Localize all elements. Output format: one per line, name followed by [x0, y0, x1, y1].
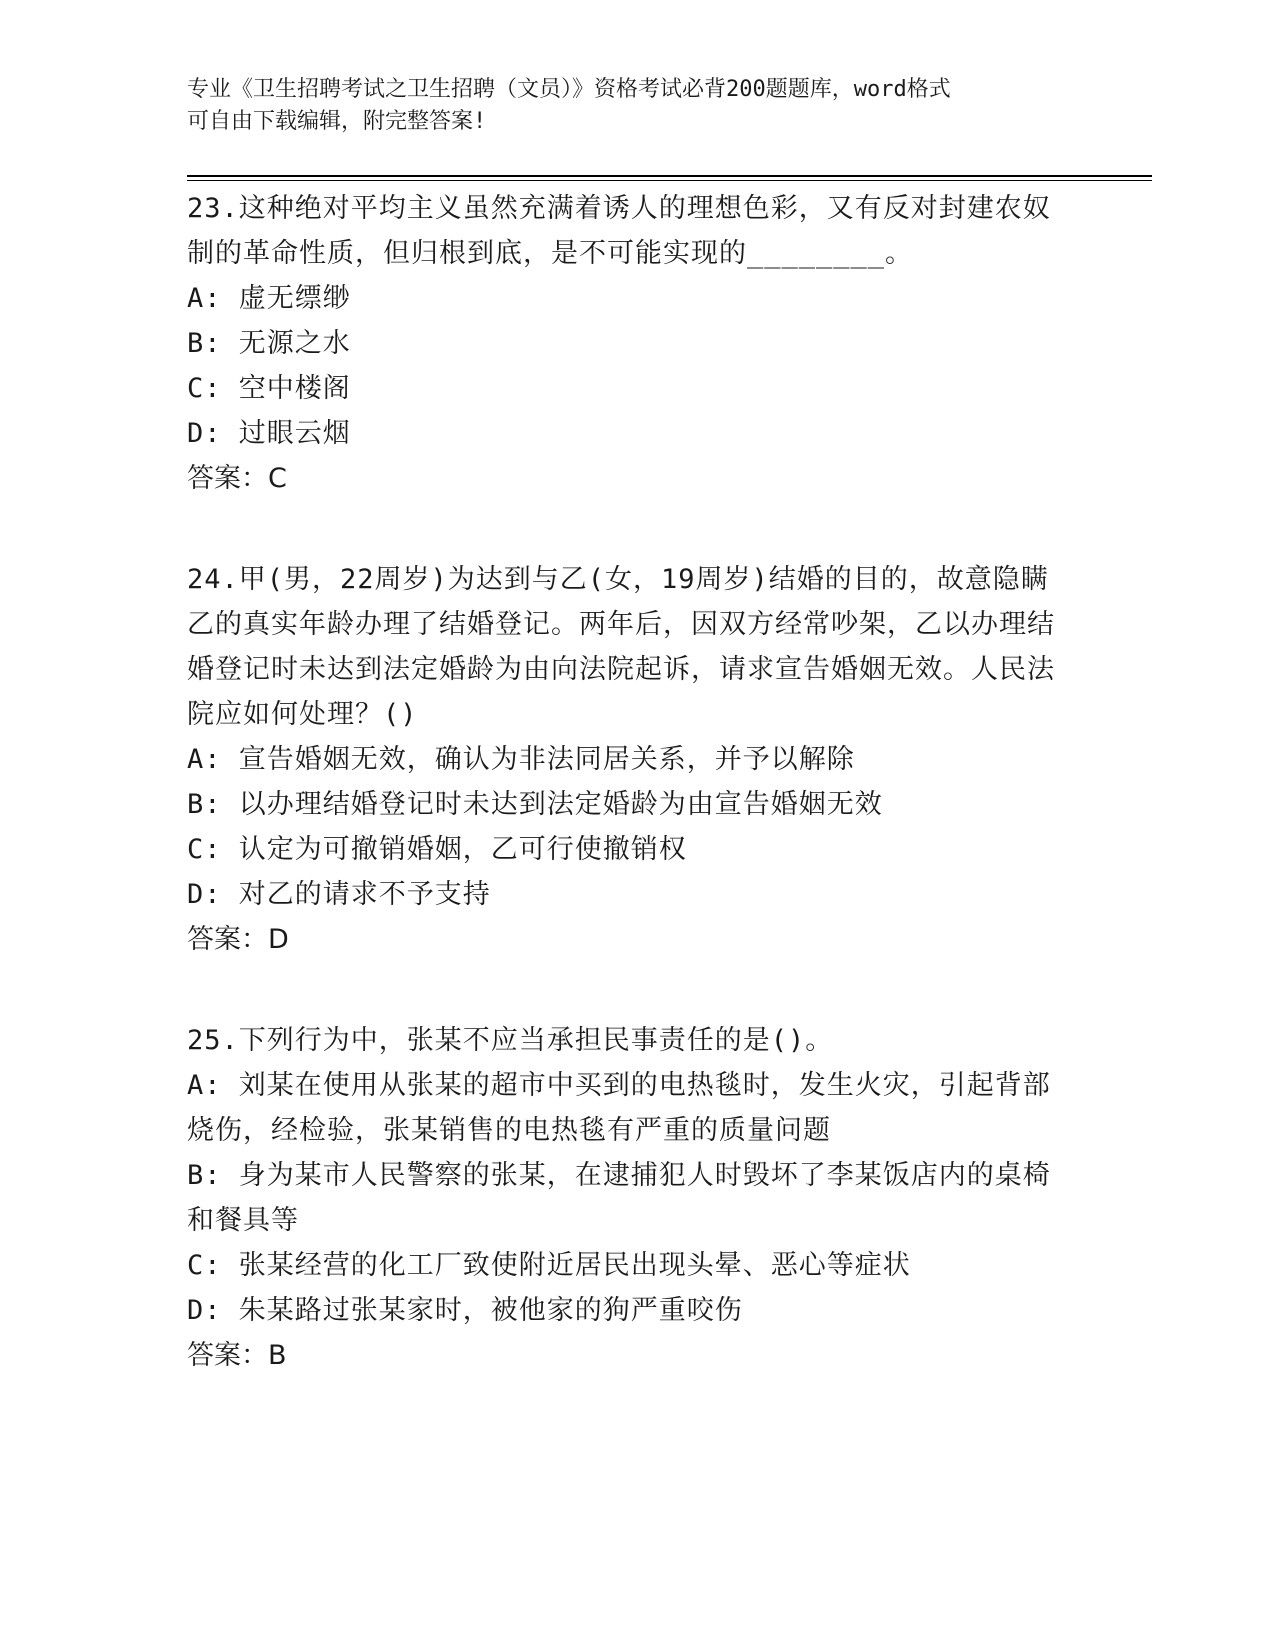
header-line-2: 可自由下载编辑，附完整答案!	[187, 109, 487, 134]
answer: 答案：C	[187, 463, 287, 494]
option-d: D: 过眼云烟	[187, 418, 351, 449]
option-c: C: 张某经营的化工厂致使附近居民出现头晕、恶心等症状	[187, 1250, 911, 1281]
option-a: A: 宣告婚姻无效，确认为非法同居关系，并予以解除	[187, 744, 855, 775]
header-divider-thick	[187, 175, 1152, 177]
option-a: A: 虚无缥缈	[187, 283, 351, 314]
question-list	[187, 186, 1067, 1434]
option-b: B: 身为某市人民警察的张某，在逮捕犯人时毁坏了李某饭店内的桌椅和餐具等	[187, 1160, 1051, 1236]
option-a: A: 刘某在使用从张某的超市中买到的电热毯时，发生火灾，引起背部烧伤，经检验，张某销售的电热毯有严重的质量问题	[187, 1070, 1051, 1146]
option-c: C: 认定为可撤销婚姻，乙可行使撤销权	[187, 834, 687, 865]
question-text: 23.这种绝对平均主义虽然充满着诱人的理想色彩，又有反对封建农奴制的革命性质，但归根到底，是不可能实现的________。	[187, 193, 1051, 269]
option-b: B: 以办理结婚登记时未达到法定婚龄为由宣告婚姻无效	[187, 789, 883, 820]
answer: 答案：B	[187, 1340, 287, 1371]
document-header	[187, 74, 1067, 138]
header-line-1: 专业《卫生招聘考试之卫生招聘（文员）》资格考试必背200题题库，word格式	[187, 77, 951, 102]
option-d: D: 朱某路过张某家时，被他家的狗严重咬伤	[187, 1295, 743, 1326]
option-c: C: 空中楼阁	[187, 373, 351, 404]
option-b: B: 无源之水	[187, 328, 351, 359]
option-d: D: 对乙的请求不予支持	[187, 879, 491, 910]
question-24	[187, 557, 1067, 962]
question-25	[187, 1018, 1067, 1378]
question-text: 24.甲(男，22周岁)为达到与乙(女，19周岁)结婚的目的，故意隐瞒乙的真实年龄办理了结婚登记。两年后，因双方经常吵架，乙以办理结婚登记时未达到法定婚龄为由向法院起诉，请求宣告婚姻无效。人民法院应如何处理？()	[187, 564, 1055, 730]
question-text: 25.下列行为中，张某不应当承担民事责任的是()。	[187, 1025, 834, 1056]
question-23	[187, 186, 1067, 501]
header-divider-thin	[187, 180, 1152, 181]
answer: 答案：D	[187, 924, 289, 955]
